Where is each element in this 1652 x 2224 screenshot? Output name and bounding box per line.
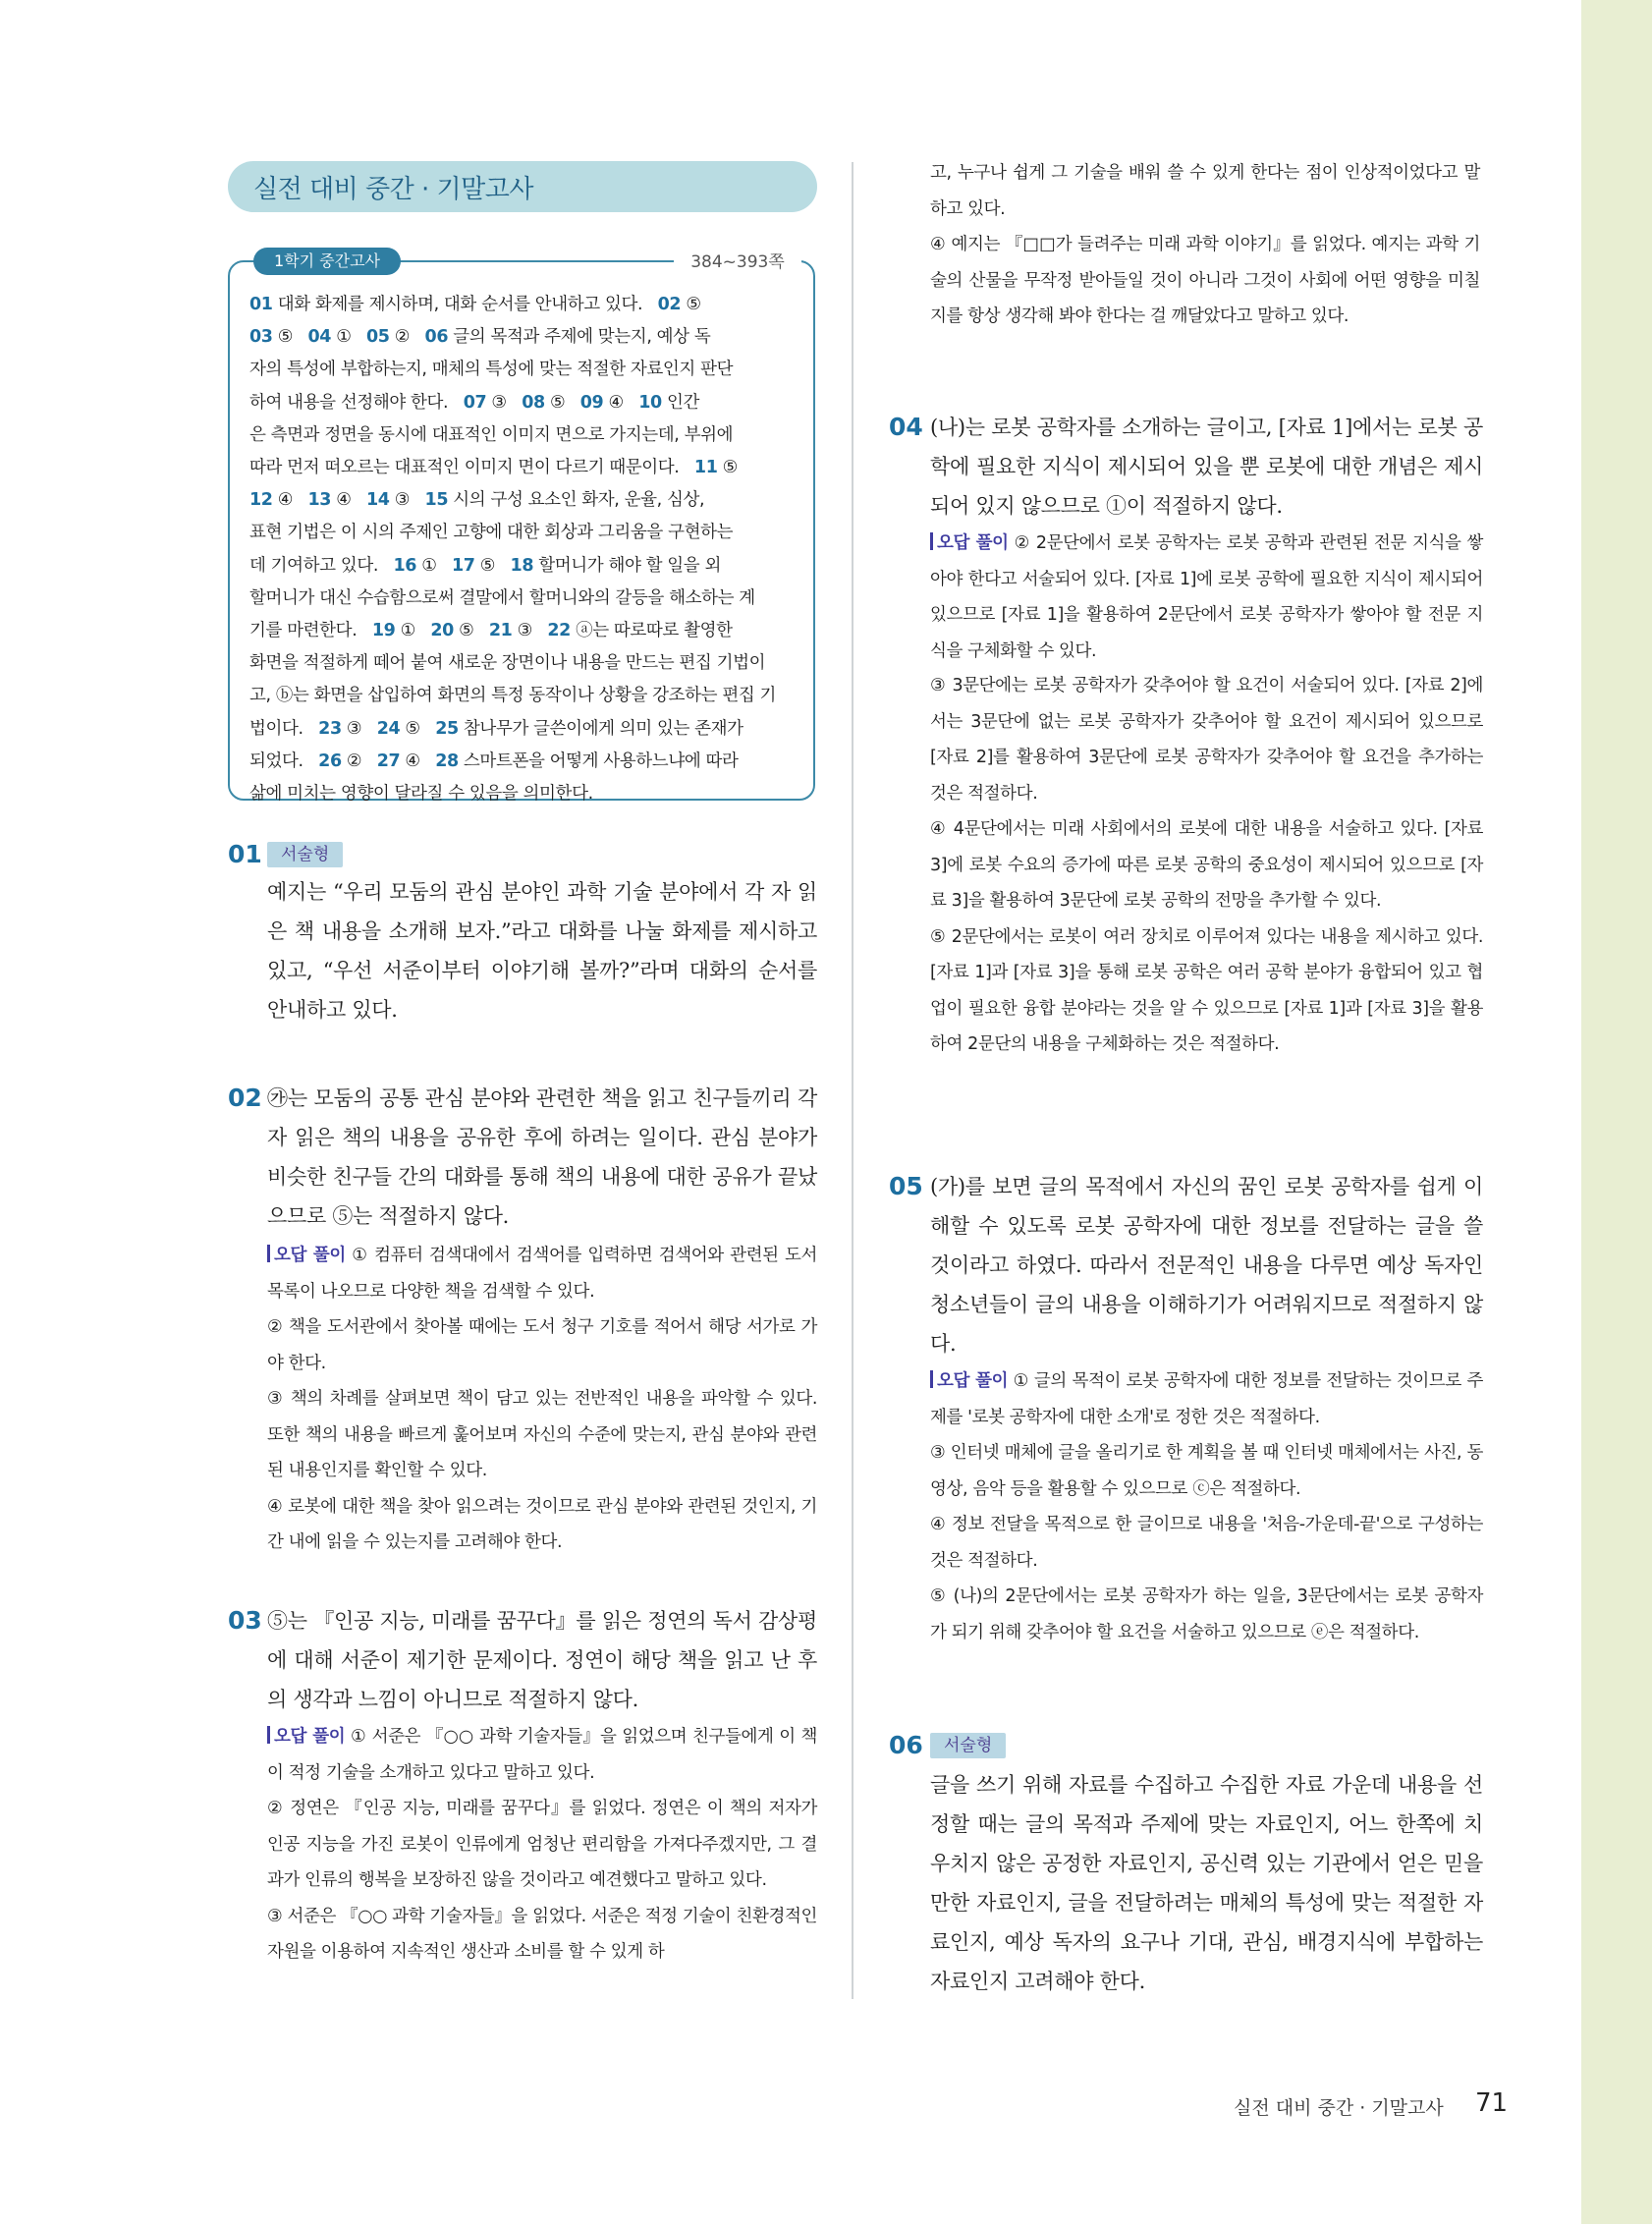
answer-05-odap bbox=[930, 1363, 1483, 1435]
explanation-paragraph: ④ 4문단에서는 미래 사회에서의 로봇에 대한 내용을 서술하고 있다. [자료 3]에 로봇 수요의 증가에 따른 로봇 공학의 중요성이 제시되어 있으므로 [자료 3]을 활용하여 3문단에 로봇 공학의 전망을 추가할 수 있다. bbox=[930, 819, 1483, 911]
answer-key-line: 기를 마련한다. 19 ① 20 ⑤ 21 ③ 22 ⓐ는 따로따로 촬영한 bbox=[249, 621, 733, 641]
answer-03-extra bbox=[267, 1791, 817, 1971]
explanation-paragraph: ③ 3문단에는 로봇 공학자가 갖추어야 할 요건이 서술되어 있다. [자료 2]에서는 3문단에 없는 로봇 공학자가 갖추어야 할 요건이 제시되어 있으므로 [자료 2]를 활용하여 3문단에 로봇 공학자가 갖추어야 할 요건을 추가하는 것은 적절하다. bbox=[930, 676, 1483, 804]
explanation-paragraph: ③ 서준은 『○○ 과학 기술자들』을 읽었다. 서준은 적정 기술이 친환경적인 자원을 이용하여 지속적인 생산과 소비를 할 수 있게 하 bbox=[267, 1906, 817, 1962]
column-divider bbox=[852, 162, 854, 1999]
answer-05-text: (가)를 보면 글의 목적에서 자신의 꿈인 로봇 공학자를 쉽게 이해할 수 있도록 로봇 공학자에 대한 정보를 전달하는 글을 쓸 것이라고 하였다. 따라서 전문적인 내용을 다루면 예상 독자인 청소년들이 글의 내용을 이해하기가 어려워지므로 적절하지 않다. bbox=[930, 1175, 1483, 1356]
answer-06-text: 글을 쓰기 위해 자료를 수집하고 수집한 자료 가운데 내용을 선정할 때는 글의 목적과 주제에 맞는 자료인지, 어느 한쪽에 치우치지 않은 공정한 자료인지, 공신력 있는 기관에서 얻은 믿을 만한 자료인지, 글을 전달하려는 매체의 특성에 맞는 적절한 자료인지, 예상 독자의 요구나 기대, 관심, 배경지식에 부합하는 자료인지 고려해야 한다. bbox=[930, 1773, 1483, 1993]
odap-text-03: ① 서준은 『○○ 과학 기술자들』을 읽었으며 친구들에게 이 책이 적정 기술을 소개하고 있다고 말하고 있다. bbox=[267, 1727, 817, 1783]
answer-04-text: (나)는 로봇 공학자를 소개하는 글이고, [자료 1]에서는 로봇 공학에 필요한 지식이 제시되어 있을 뿐 로봇에 대한 개념은 제시되어 있지 않으므로 ①이 적절하지 않다. bbox=[930, 416, 1483, 518]
answer-03-continued bbox=[930, 155, 1480, 335]
odap-label-05: 오답 풀이 bbox=[930, 1371, 1008, 1391]
answer-key-text bbox=[249, 289, 799, 810]
answer-key-line: 표현 기법은 이 시의 주제인 고향에 대한 회상과 그리움을 구현하는 bbox=[249, 523, 734, 543]
answer-key-line: 고, ⓑ는 화면을 삽입하여 화면의 특정 동작이나 상황을 강조하는 편집 기 bbox=[249, 686, 777, 706]
question-number-06: 06 bbox=[889, 1731, 923, 1759]
question-number-02: 02 bbox=[228, 1084, 262, 1112]
explanation-paragraph: ③ 책의 차례를 살펴보면 책이 담고 있는 전반적인 내용을 파악할 수 있다. 또한 책의 내용을 빠르게 훑어보며 자신의 수준에 맞는지, 관심 분야와 관련된 내용인지를 확인할 수 있다. bbox=[267, 1389, 817, 1480]
section-banner bbox=[228, 161, 817, 212]
explanation-paragraph: ④ 로봇에 대한 책을 찾아 읽으려는 것이므로 관심 분야와 관련된 것인지, 기간 내에 읽을 수 있는지를 고려해야 한다. bbox=[267, 1496, 817, 1552]
answer-key-line: 데 기여하고 있다. 16 ① 17 ⑤ 18 할머니가 해야 할 일을 외 bbox=[249, 555, 721, 576]
answer-key-line: 하여 내용을 선정해야 한다. 07 ③ 08 ⑤ 09 ④ 10 인간 bbox=[249, 392, 699, 413]
question-number-01: 01 bbox=[228, 840, 262, 868]
answer-box-tab: 1학기 중간고사 bbox=[253, 248, 401, 275]
answer-key-line: 자의 특성에 부합하는지, 매체의 특성에 맞는 적절한 자료인지 판단 bbox=[249, 360, 734, 380]
odap-text-05: ① 글의 목적이 로봇 공학자에 대한 정보를 전달하는 것이므로 주제를 '로봇 공학자에 대한 소개'로 정한 것은 적절하다. bbox=[930, 1371, 1483, 1427]
odap-label-02: 오답 풀이 bbox=[267, 1246, 346, 1265]
answer-key-line: 03 ⑤ 04 ① 05 ② 06 글의 목적과 주제에 맞는지, 예상 독 bbox=[249, 327, 711, 348]
question-number-05: 05 bbox=[889, 1172, 923, 1200]
answer-key-line: 화면을 적절하게 떼어 붙여 새로운 장면이나 내용을 만드는 편집 기법이 bbox=[249, 653, 766, 674]
explanation-paragraph: ④ 정보 전달을 목적으로 한 글이므로 내용을 '처음-가운데-끝'으로 구성하는 것은 적절하다. bbox=[930, 1515, 1483, 1571]
answer-04-odap bbox=[930, 526, 1483, 669]
answer-key-line: 은 측면과 정면을 동시에 대표적인 이미지 면으로 가지는데, 부위에 bbox=[249, 424, 734, 445]
question-number-04: 04 bbox=[889, 413, 923, 441]
odap-label-03: 오답 풀이 bbox=[267, 1727, 345, 1747]
section-title: 실전 대비 중간 · 기말고사 bbox=[253, 175, 533, 204]
essay-tag-06: 서술형 bbox=[930, 1733, 1006, 1758]
answer-key-line: 할머니가 대신 수습함으로써 결말에서 할머니와의 갈등을 해소하는 계 bbox=[249, 587, 755, 608]
side-color-strip bbox=[1581, 0, 1652, 2224]
page-number: 71 bbox=[1475, 2088, 1509, 2118]
answer-03-odap bbox=[267, 1719, 817, 1791]
answer-05-extra bbox=[930, 1435, 1483, 1650]
answer-key-line: 되었다. 26 ② 27 ④ 28 스마트폰을 어떻게 사용하느냐에 따라 bbox=[249, 751, 739, 771]
explanation-paragraph: ⑤ (나)의 2문단에서는 로봇 공학자가 하는 일을, 3문단에서는 로봇 공학자가 되기 위해 갖추어야 할 요건을 서술하고 있으므로 ⓔ은 적절하다. bbox=[930, 1586, 1483, 1642]
explanation-paragraph: ② 책을 도서관에서 찾아볼 때에는 도서 청구 기호를 적어서 해당 서가로 가야 한다. bbox=[267, 1317, 817, 1373]
odap-text-04: ② 2문단에서 로봇 공학자는 로봇 공학과 관련된 전문 지식을 쌓아야 한다고 서술되어 있다. [자료 1]에 로봇 공학에 필요한 지식이 제시되어 있으므로 [자료 1]을 활용하여 2문단에서 로봇 공학자가 쌓아야 할 전문 지식을 구체화할 수 있다. bbox=[930, 533, 1483, 661]
odap-text-02: ① 컴퓨터 검색대에서 검색어를 입력하면 검색어와 관련된 도서 목록이 나오므로 다양한 책을 검색할 수 있다. bbox=[267, 1246, 817, 1302]
question-number-03: 03 bbox=[228, 1606, 262, 1635]
explanation-paragraph: ③ 인터넷 매체에 글을 올리기로 한 계획을 볼 때 인터넷 매체에서는 사진, 동영상, 음악 등을 활용할 수 있으므로 ⓒ은 적절하다. bbox=[930, 1443, 1483, 1499]
essay-tag-01: 서술형 bbox=[267, 842, 343, 867]
answer-03-text: ⑤는 『인공 지능, 미래를 꿈꾸다』를 읽은 정연의 독서 감상평에 대해 서준이 제기한 문제이다. 정연이 해당 책을 읽고 난 후의 생각과 느낌이 아니므로 적절하지 않다. bbox=[267, 1609, 817, 1711]
answer-key-line: 12 ④ 13 ④ 14 ③ 15 시의 구성 요소인 화자, 운율, 심상, bbox=[249, 490, 705, 511]
footer-section-title: 실전 대비 중간 · 기말고사 bbox=[1234, 2097, 1444, 2119]
answer-key-line: 01 대화 화제를 제시하며, 대화 순서를 안내하고 있다. 02 ⑤ bbox=[249, 295, 701, 314]
answer-02-text: ㉮는 모둠의 공통 관심 분야와 관련한 책을 읽고 친구들끼리 각자 읽은 책의 내용을 공유한 후에 하려는 일이다. 관심 분야가 비슷한 친구들 간의 대화를 통해 책의 내용에 대한 공유가 끝났으므로 ⑤는 적절하지 않다. bbox=[267, 1086, 817, 1228]
odap-label-04: 오답 풀이 bbox=[930, 533, 1009, 553]
answer-key-line: 삶에 미치는 영향이 달라질 수 있음을 의미한다. bbox=[249, 784, 593, 805]
answer-02-odap bbox=[267, 1238, 817, 1309]
explanation-paragraph: 고, 누구나 쉽게 그 기술을 배워 쓸 수 있게 한다는 점이 인상적이었다고 말하고 있다. bbox=[930, 163, 1480, 219]
answer-box-pages: 384~393쪽 bbox=[674, 251, 801, 273]
answer-key-line: 따라 먼저 떠오르는 대표적인 이미지 면이 다르기 때문이다. 11 ⑤ bbox=[249, 458, 738, 478]
answer-02-extra bbox=[267, 1309, 817, 1561]
explanation-paragraph: ⑤ 2문단에서는 로봇이 여러 장치로 이루어져 있다는 내용을 제시하고 있다. [자료 1]과 [자료 3]을 통해 로봇 공학은 여러 공학 분야가 융합되어 있고 협업이 필요한 융합 분야라는 것을 알 수 있으므로 [자료 1]과 [자료 3]을 활용하여 2문단의 내용을 구체화하는 것은 적절하다. bbox=[930, 926, 1483, 1054]
explanation-paragraph: ④ 예지는 『□□가 들려주는 미래 과학 이야기』를 읽었다. 예지는 과학 기술의 산물을 무작정 받아들일 것이 아니라 그것이 사회에 어떤 영향을 미칠지를 항상 생각해 봐야 한다는 걸 깨달았다고 말하고 있다. bbox=[930, 235, 1480, 326]
answer-key-line: 법이다. 23 ③ 24 ⑤ 25 참나무가 글쓴이에게 의미 있는 존재가 bbox=[249, 718, 743, 739]
answer-04-extra bbox=[930, 668, 1483, 1063]
explanation-paragraph: ② 정연은 『인공 지능, 미래를 꿈꾸다』를 읽었다. 정연은 이 책의 저자가 인공 지능을 가진 로봇이 인류에게 엄청난 편리함을 가져다주겠지만, 그 결과가 인류의 행복을 보장하진 않을 것이라고 예견했다고 말하고 있다. bbox=[267, 1799, 817, 1890]
answer-01-text: 예지는 “우리 모둠의 관심 분야인 과학 기술 분야에서 각 자 읽은 책 내용을 소개해 보자.”라고 대화를 나눌 화제를 제시하고 있고, “우선 서준이부터 이야기해 볼까?”라며 대화의 순서를 안내하고 있다. bbox=[267, 880, 817, 1022]
